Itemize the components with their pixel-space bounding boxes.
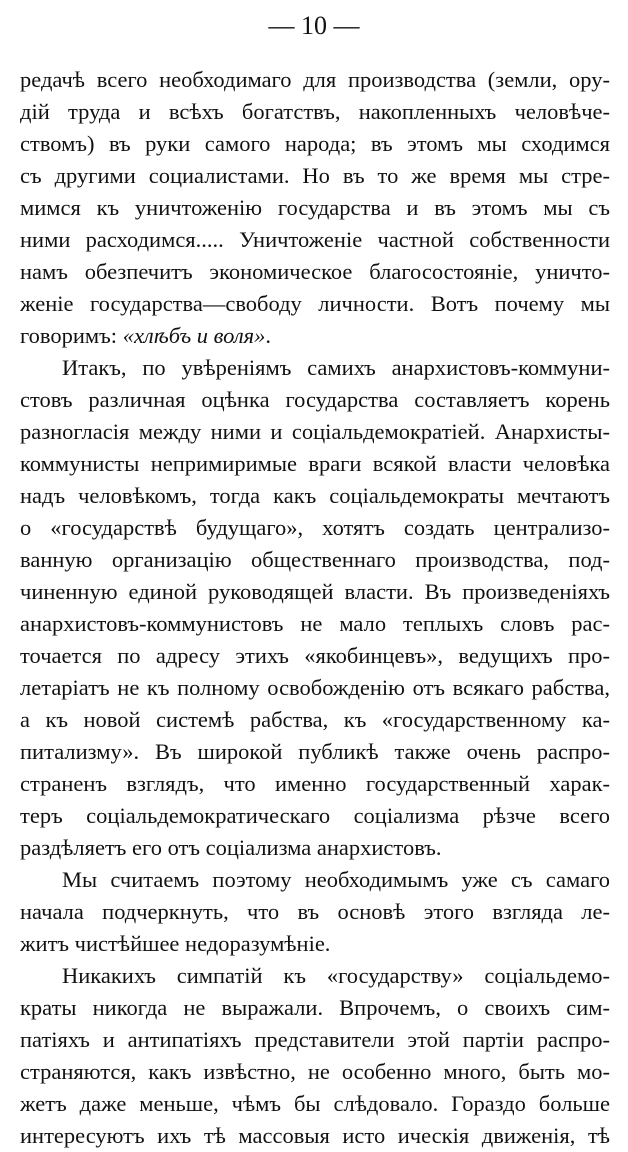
text-line: летаріатъ не къ полному освобожденію отъ всякаго рабства, [20, 675, 610, 700]
text-line: жетъ даже меньше, чѣмъ бы слѣдовало. Гораздо больше [20, 1091, 610, 1116]
text-line: разногласія между ними и соціальдемократіей. Анархисты- [20, 419, 610, 444]
text-line: начала подчеркнуть, что въ основѣ этого взгляда ле- [20, 899, 610, 924]
text-line: точается по адресу этихъ «якобинцевъ», ведущихъ про- [20, 643, 610, 668]
text-line: питализму». Въ широкой публикѣ также очень распро- [20, 739, 610, 764]
text-line: интересуютъ ихъ тѣ массовыя исто ическія движенія, тѣ [20, 1123, 610, 1148]
text-line: раздѣляетъ его отъ соціализма анархистовъ. [20, 835, 442, 860]
body-text [20, 64, 610, 1152]
text-line: редачѣ всего необходимаго для производства (земли, ору- [20, 67, 610, 92]
text-line [20, 320, 610, 352]
text-line: Никакихъ симпатій къ «государству» соціальдемо- [62, 963, 610, 988]
paragraph-3 [20, 864, 610, 960]
text-line: теръ соціальдемократическаго соціализма рѣзче всего [20, 803, 610, 828]
text-line: намъ обезпечитъ экономическое благосостояніе, уничто- [20, 259, 610, 284]
text-line: Мы считаемъ поэтому необходимымъ уже съ самаго [62, 867, 610, 892]
text-line: ними расходимся..... Уничтоженіе частной собственности [20, 227, 610, 252]
text-line: житъ чистѣйшее недоразумѣніе. [20, 931, 331, 956]
text-line: ствомъ) въ руки самого народа; въ этомъ мы сходимся [20, 131, 610, 156]
paragraph-1 [20, 64, 610, 352]
text-line: краты никогда не выражали. Впрочемъ, о своихъ сим- [20, 995, 610, 1020]
text-line: ванную организацію общественнаго производства, под- [20, 547, 610, 572]
text-line: страняются, какъ извѣстно, не особенно много, быть мо- [20, 1059, 610, 1084]
text-line: надъ человѣкомъ, тогда какъ соціальдемократы мечтаютъ [20, 483, 610, 508]
text-line: съ другими социалистами. Но въ то же время мы стре- [20, 163, 610, 188]
text-line: Итакъ, по увѣреніямъ самихъ анархистовъ-коммуни- [62, 355, 610, 380]
page-number: — 10 — [268, 11, 360, 40]
text-line: дій труда и всѣхъ богатствъ, накопленныхъ человѣче- [20, 99, 610, 124]
text-line: а къ новой системѣ рабства, къ «государственному ка- [20, 707, 610, 732]
text-line: стовъ различная оцѣнка государства составляетъ корень [20, 387, 610, 412]
text-line: мимся къ уничтоженію государства и въ этомъ мы съ [20, 195, 610, 220]
emphasized-slogan: «хлѣбъ и воля» [122, 323, 266, 348]
text-line: коммунисты непримиримые враги всякой власти человѣка [20, 451, 610, 476]
line-prefix: говоримъ: [20, 323, 123, 348]
text-line: страненъ взглядъ, что именно государственный харак- [20, 771, 610, 796]
text-line: о «государствѣ будущаго», хотятъ создать централизо- [20, 515, 610, 540]
text-line: анархистовъ-коммунистовъ не мало теплыхъ словъ рас- [20, 611, 610, 636]
paragraph-4 [20, 960, 610, 1152]
line-suffix: . [265, 323, 271, 348]
text-line: чиненную единой руководящей власти. Въ произведеніяхъ [20, 579, 610, 604]
text-line: женіе государства—свободу личности. Вотъ почему мы [20, 291, 610, 316]
paragraph-2 [20, 352, 610, 864]
text-line: патіяхъ и антипатіяхъ представители этой партіи распро- [20, 1027, 610, 1052]
